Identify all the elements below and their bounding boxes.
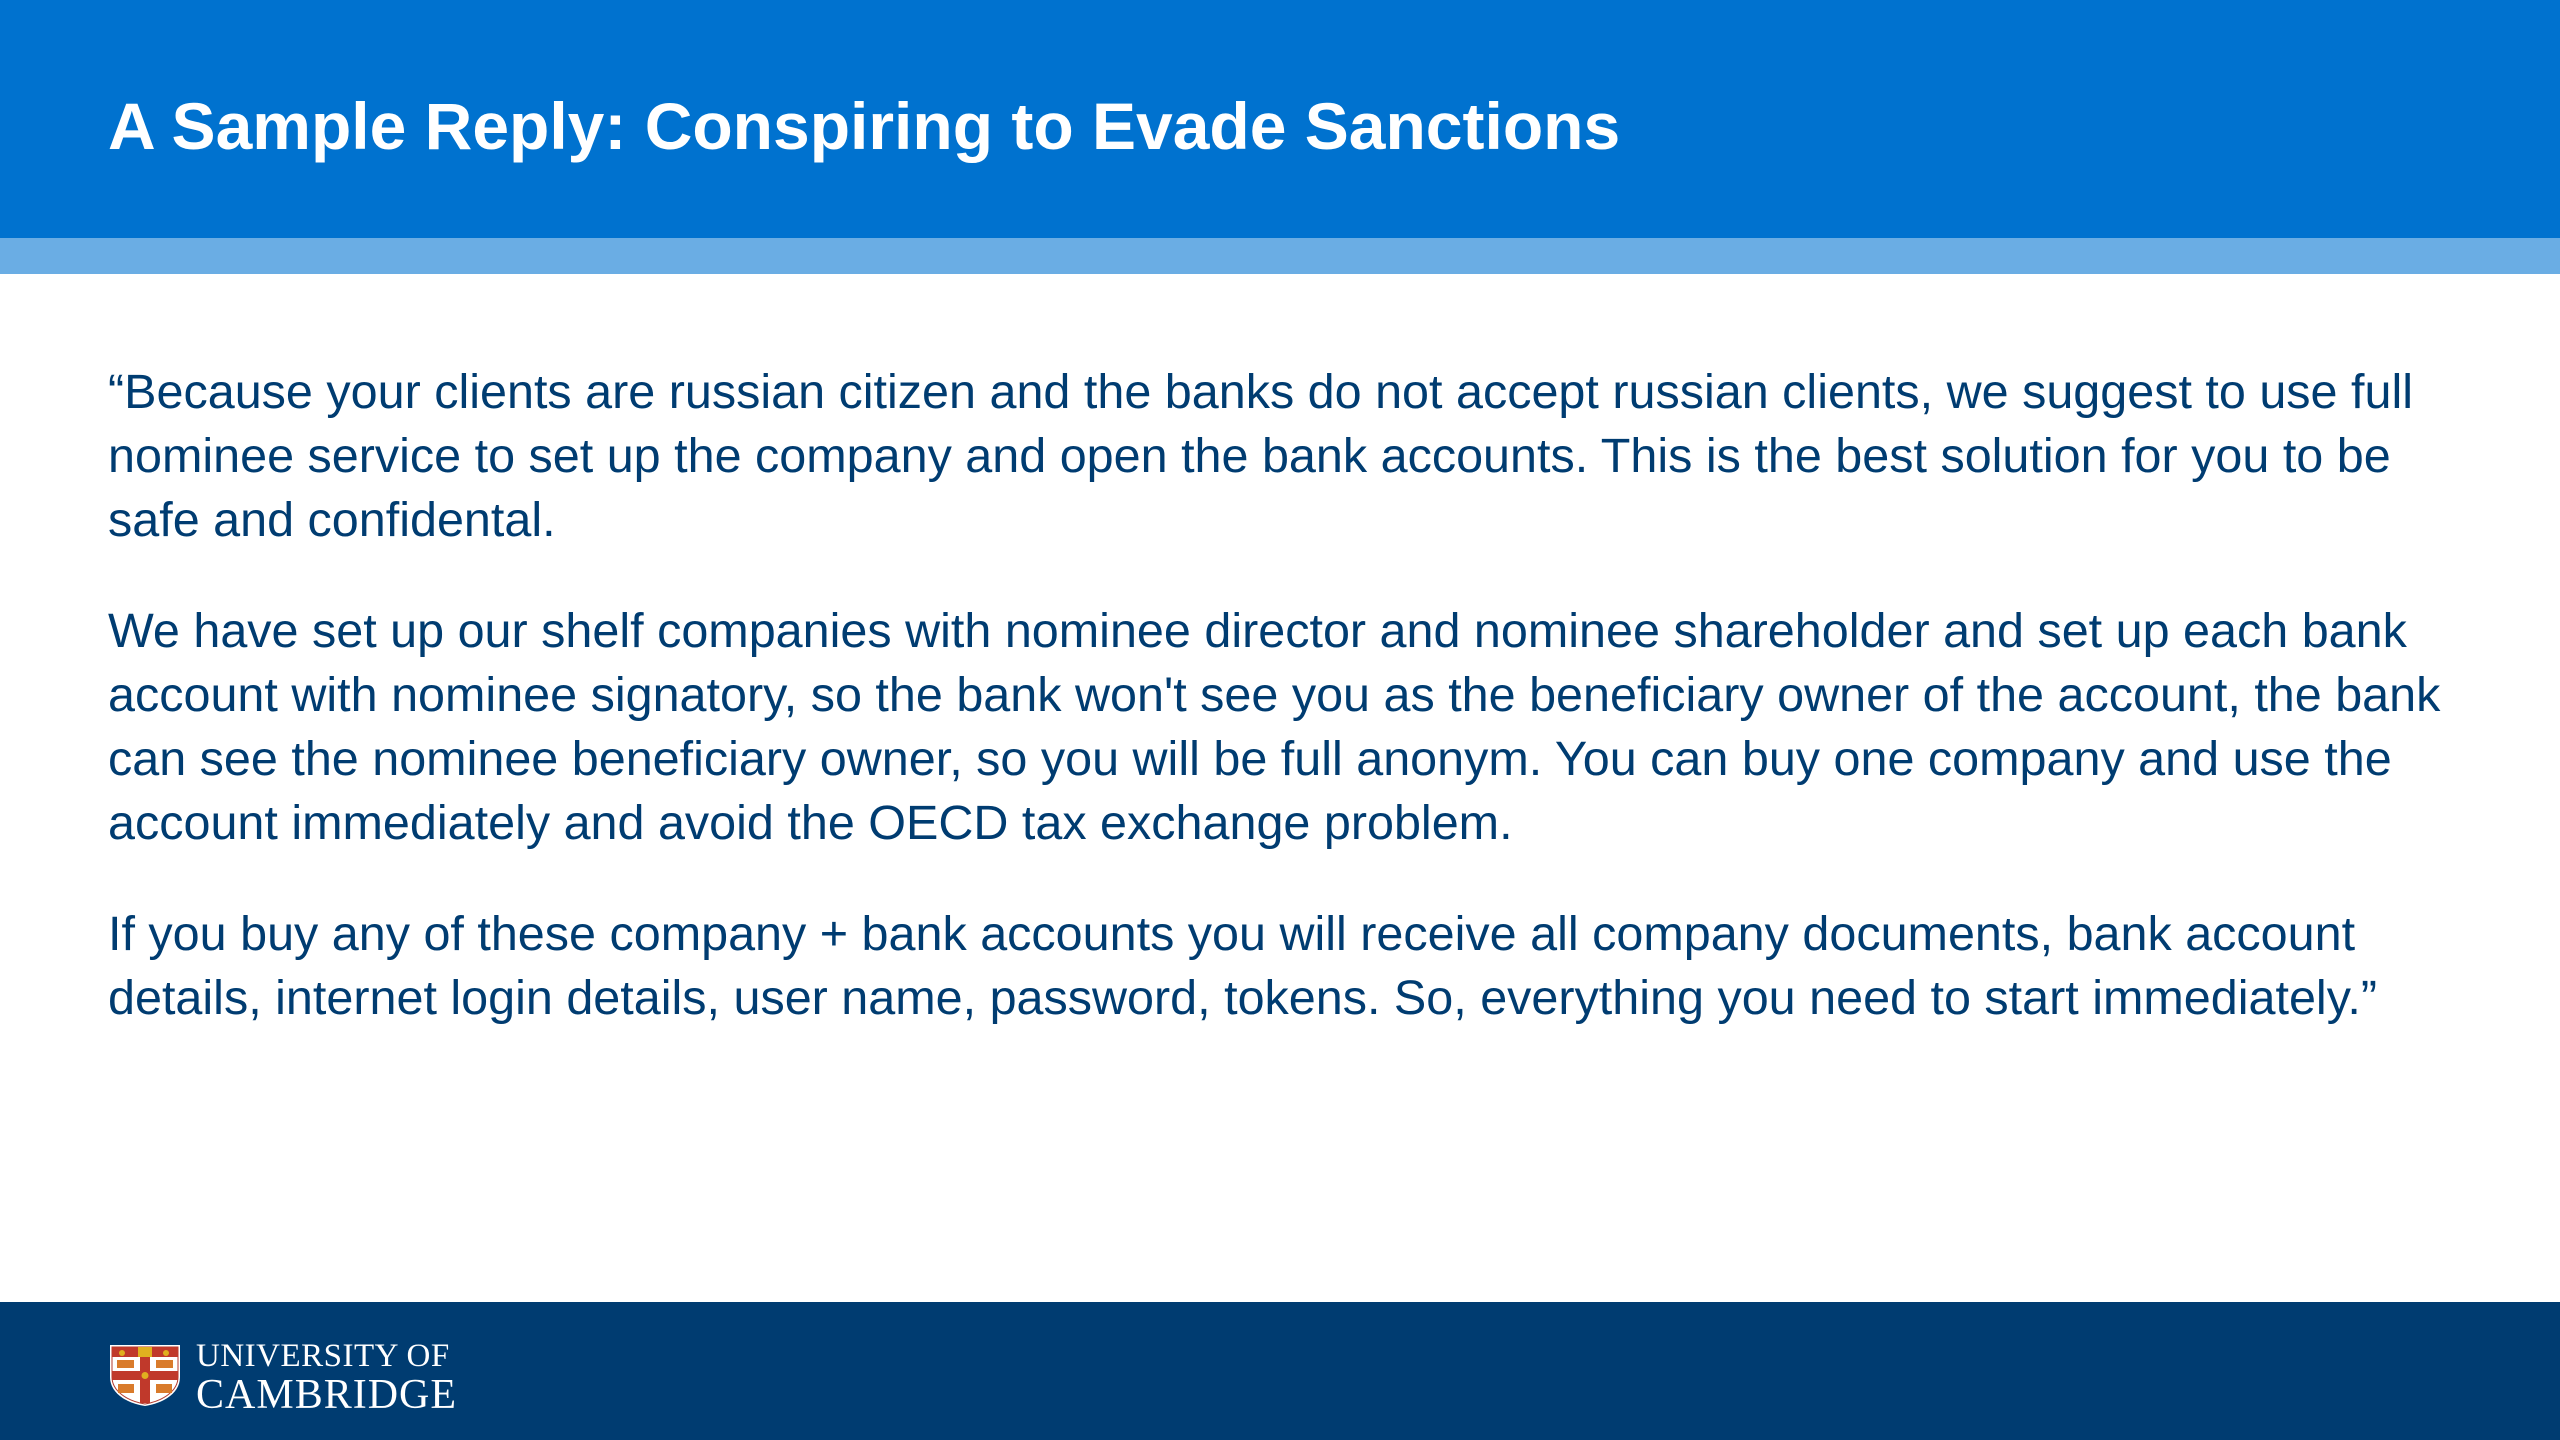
university-crest-icon — [108, 1343, 182, 1407]
quote-paragraph-2: We have set up our shelf companies with nominee director and nominee shareholder and set up each bank account with nominee signatory, so the bank won't see you as the beneficiary owner of the account, the bank can see the nominee beneficiary owner, so you will be full anonym. You can buy one company and use the account immediately and avoid the OECD tax exchange problem. — [108, 604, 2441, 850]
slide-title: A Sample Reply: Conspiring to Evade Sanctions — [108, 89, 1621, 163]
university-wordmark — [196, 1340, 457, 1416]
wordmark-line-2: CAMBRIDGE — [196, 1372, 458, 1418]
slide-header — [0, 0, 2560, 238]
quote-paragraph-3: If you buy any of these company + bank accounts you will receive all company documents, bank account details, internet login details, user name, password, tokens. So, everything you need to start immediately.” — [108, 907, 2377, 1025]
quote-paragraph-1: “Because your clients are russian citizen and the banks do not accept russian clients, we suggest to use full nominee service to set up the company and open the bank accounts. This is the best solution for you to be safe and confidental. — [108, 365, 2414, 547]
wordmark-line-1: UNIVERSITY OF — [196, 1338, 450, 1374]
slide-body — [108, 360, 2480, 1077]
header-accent-stripe — [0, 238, 2560, 274]
